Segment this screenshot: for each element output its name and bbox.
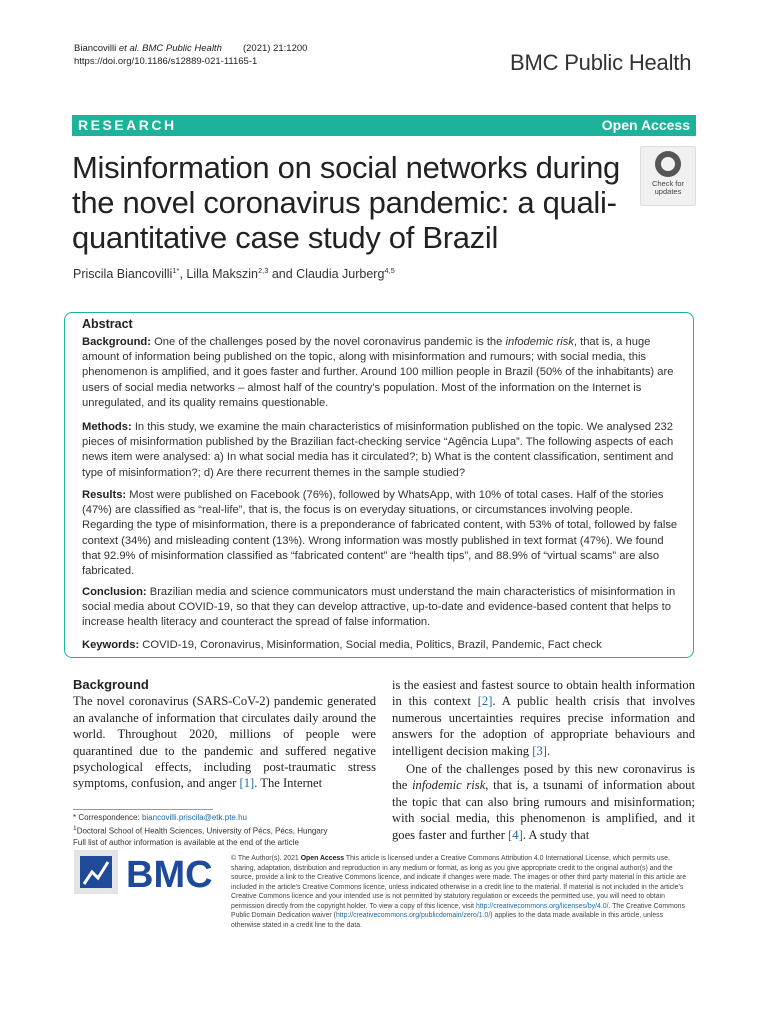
affil-sup: 1 <box>73 825 77 833</box>
background-emphasis: infodemic risk <box>505 336 574 348</box>
author-2[interactable]: , Lilla Makszin <box>179 267 258 282</box>
logo-text: BMC <box>126 854 213 894</box>
license-c2: This article is licensed under a Creative Commons Attribution 4.0 International License, which permits use, sharing, adaptation, distribution and reproduction in any medium or format, as long as you give appropriate credit to the original author(s) and the source, provide a link to the Creative Commons licence, and indicate if changes were made. The images or other third party material in this article are included in the article's Creative Commons licence, unless indicated otherwise in a credit line to the material. If material is not included in the article's Creative Commons licence and your intended use is not permitted by statutory regulation or exceeds the permitted use, you will need to obtain permission directly from the copyright holder. To view a copy of this licence, visit <box>231 855 687 910</box>
body-right-text-3: . <box>546 743 551 758</box>
license-link-2[interactable]: http://creativecommons.org/publicdomain/zero/1.0/ <box>335 912 491 919</box>
abstract-keywords <box>82 638 682 653</box>
citation-2[interactable]: [2] <box>477 694 493 709</box>
author-1[interactable]: Priscila Biancovilli <box>73 267 173 282</box>
keywords-text: COVID-19, Coronavirus, Misinformation, Social media, Politics, Brazil, Pandemic, Fact check <box>139 639 602 651</box>
journal-name: BMC Public Health <box>510 50 692 75</box>
citation-3[interactable]: [3] <box>532 743 547 758</box>
article-type-label: RESEARCH <box>78 117 177 133</box>
doi-link[interactable]: https://doi.org/10.1186/s12889-021-11165-1 <box>74 56 258 67</box>
bookmark-icon <box>655 151 681 177</box>
abstract-results <box>82 488 682 579</box>
cite-author: Biancovilli <box>74 43 117 54</box>
abstract-heading: Abstract <box>82 317 133 331</box>
p2-text-2: , that is, a tsunami of information about the topic that can also bring rumours and misinformation; with social media, this phenomenon is amplified, and it goes faster and further <box>392 778 695 842</box>
license-text <box>231 854 693 930</box>
author-list <box>73 266 395 281</box>
author-2-affil: 2,3 <box>257 266 269 275</box>
body-right-paragraph-2 <box>392 761 695 843</box>
correspondence-email[interactable]: biancovilli.priscila@etk.pte.hu <box>141 813 247 822</box>
background-text-1: One of the challenges posed by the novel coronavirus pandemic is the <box>151 336 506 348</box>
author-1-affil: 1* <box>172 266 180 275</box>
abstract-methods <box>82 420 682 481</box>
body-left-text-1: The novel coronavirus (SARS-CoV-2) pandemic generated an avalanche of information that circulates daily around the world. Throughout 2020, millions of people were quarantined due to the pandemic and suffered negative psychological effects, including post-traumatic stress symptoms, confusion, and anger <box>73 694 376 791</box>
body-right-column <box>392 677 695 843</box>
conclusion-label: Conclusion: <box>82 586 147 598</box>
body-left-text-2: . The Internet <box>254 776 323 791</box>
bmc-logo <box>74 850 219 894</box>
license-c1: © The Author(s). 2021 <box>231 855 301 862</box>
footnote-divider <box>73 809 213 810</box>
methods-text: In this study, we examine the main characteristics of misinformation published on the topic. We analysed 232 pieces of misinformation published by the Brazilian fact-checking service “Agência Lupa”. The following aspects of each news item were analysed: a) In what social media has it circulated?; b) What is the content classification, sentiment and type of misinformation?; d) Are there recurrent themes in the sample studied? <box>82 421 674 479</box>
results-text: Most were published on Facebook (76%), followed by WhatsApp, with 10% of total cases. Half of the stories (47%) are classified as “real-life”, that is, the focus is on everyday situations, or circumstances involving people. Regarding the type of misinformation, there is a preponderance of fabricated content, with 53% of total, followed by false context (34%) and misleading content (13%). Wrong information was mostly published in text format (47%). We found that 92.9% of misinformation classified as “fabricated content” are “health tips”, and 88.9% of “virtual scams” are also fabricated. <box>82 489 678 578</box>
affiliation: Doctoral School of Health Sciences, University of Pécs, Pécs, Hungary <box>76 826 328 836</box>
results-label: Results: <box>82 489 127 501</box>
citation-1[interactable]: [1] <box>239 776 255 791</box>
license-c4: ) applies to the data made available in this article, unless otherwise stated in a credit line to the data. <box>231 912 664 929</box>
section-heading-background: Background <box>73 677 149 692</box>
author-3-affil: 4,5 <box>384 266 395 275</box>
cite-etal: et al. BMC Public Health <box>118 43 222 54</box>
badge-line-2: updates <box>654 187 682 196</box>
keywords-label: Keywords: <box>82 639 140 651</box>
abstract-background <box>82 335 682 411</box>
check-for-updates-badge[interactable] <box>640 146 696 206</box>
article-title: Misinformation on social networks during the novel coronavirus pandemic: a quali-quantitative case study of Brazil <box>72 150 620 255</box>
footnote <box>73 812 373 849</box>
p2-text-1: One of the challenges posed by this new coronavirus is the <box>392 762 695 793</box>
badge-line-1: Check for <box>651 179 685 188</box>
p2-emphasis: infodemic risk <box>412 778 486 793</box>
conclusion-text: Brazilian media and science communicators must understand the main characteristics of misinformation in social media about COVID-19, so that they can develop attractive, up-to-date and evidence-based content that helps to increase health literacy and counteract the spread of false information. <box>82 586 676 629</box>
cite-year: (2021) 21:1200 <box>242 43 308 54</box>
methods-label: Methods: <box>82 421 132 433</box>
citation-header <box>74 42 307 68</box>
article-type-bar <box>72 115 696 136</box>
citation-4[interactable]: [4] <box>508 827 523 842</box>
body-right-text-1: is the easiest and fastest source to obtain health information in this context <box>392 678 695 709</box>
author-3[interactable]: and Claudia Jurberg <box>268 267 385 282</box>
license-link-1[interactable]: http://creativecommons.org/licenses/by/4.0/ <box>475 902 609 910</box>
author-info-note: Full list of author information is available at the end of the article <box>73 838 299 848</box>
background-label: Background: <box>82 336 151 348</box>
abstract-conclusion <box>82 585 682 631</box>
license-c3: . The Creative Commons Public Domain Dedication waiver ( <box>231 902 685 919</box>
body-left-column <box>73 677 376 792</box>
correspondence-label: * Correspondence: <box>73 813 142 822</box>
license-open-access: Open Access <box>300 855 345 862</box>
open-access-label: Open Access <box>601 117 690 133</box>
p2-text-3: . A study that <box>522 827 590 842</box>
background-text-2: , that is, a huge amount of information being published on the topic, along with misinformation and rumours; with social media, this phenomenon is amplified, and it goes faster and further. Around 100 million people in Brazil (50% of the inhabitants) are users of social media networks – almost half of the country's population. Most of the information on the Internet is unregulated, and its quality remains questionable. <box>82 336 674 409</box>
body-right-text-2: . A public health crisis that involves numerous uncertainties requires precise information and answers for the adoption of appropriate behaviours and intelligent decision making <box>392 694 695 758</box>
